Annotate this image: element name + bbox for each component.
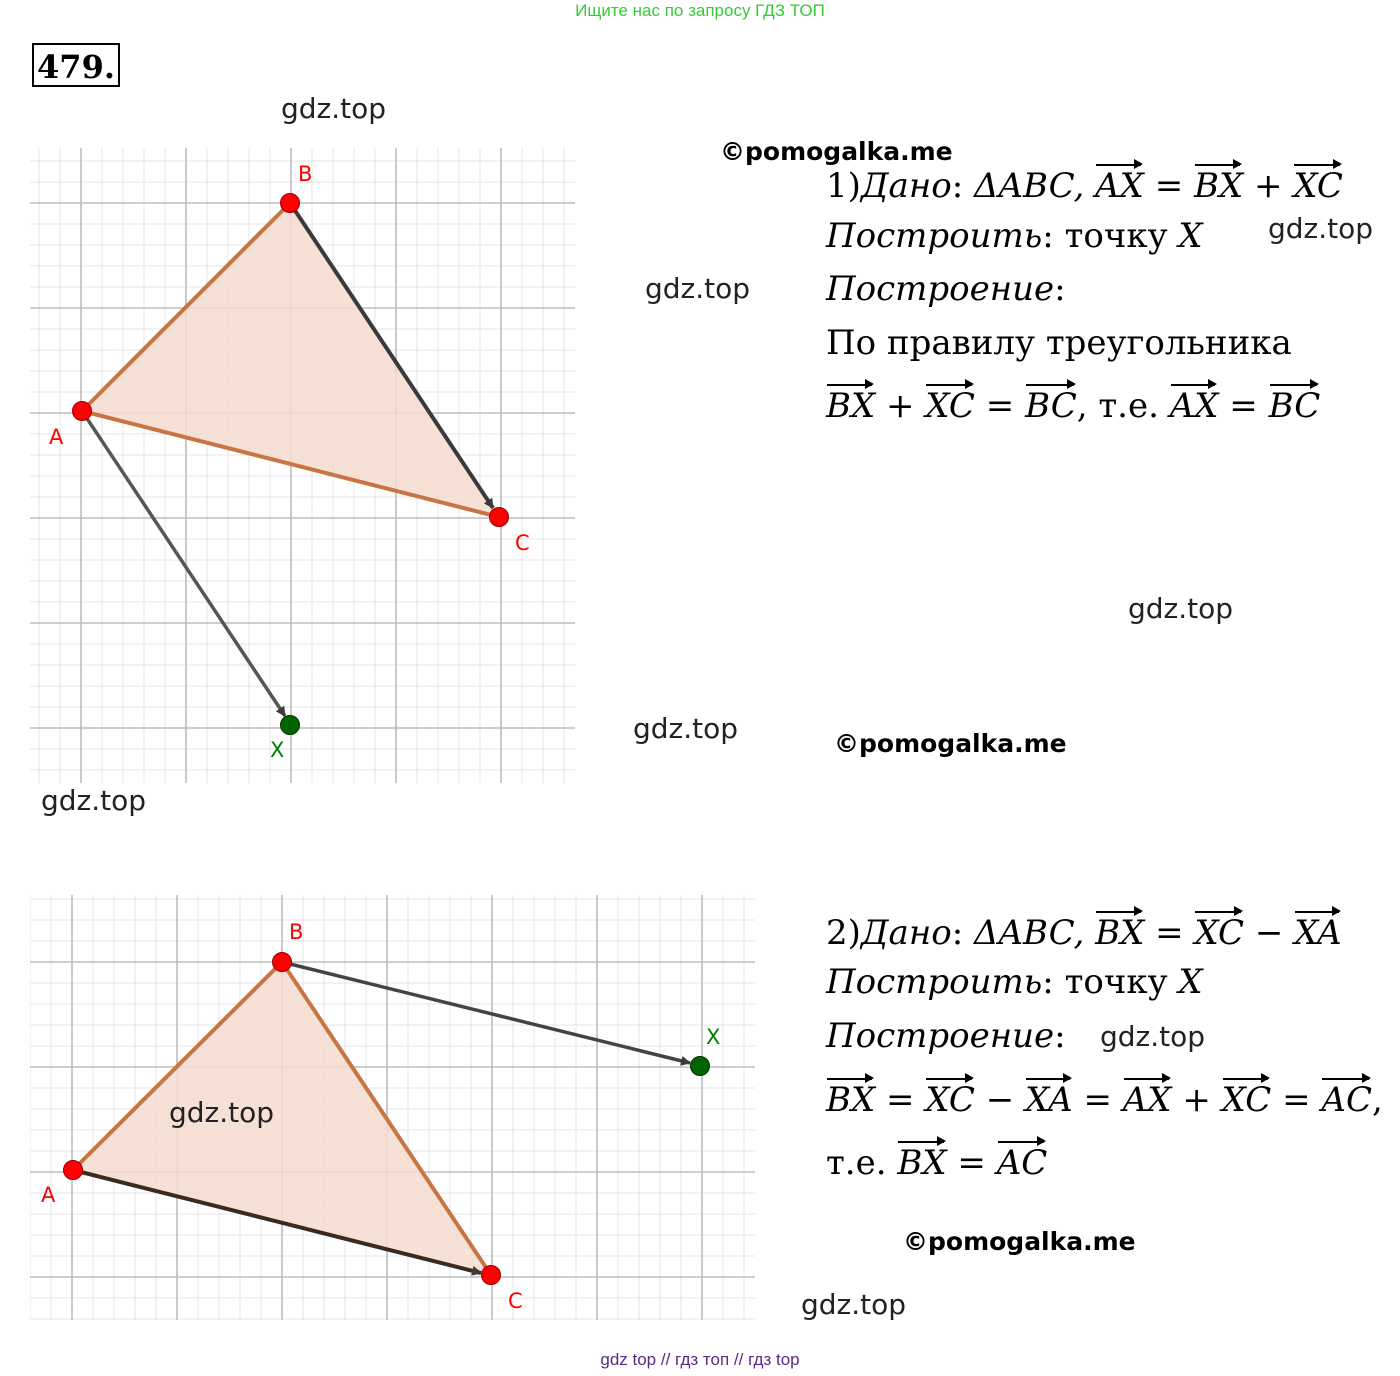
part1-construction-label: Построение [826, 269, 1055, 309]
vector-bc: BC [1025, 383, 1077, 423]
vector-xc: XC [1194, 910, 1244, 950]
operator: = [1154, 166, 1184, 206]
footer-link[interactable]: гдз top [748, 1350, 800, 1369]
part2-construct-point: X [1178, 962, 1203, 1002]
label-b-1: B [298, 162, 313, 186]
part2-construct-line: Построить: точку X [826, 962, 1203, 1002]
operator: = [957, 1143, 986, 1183]
part2-derivation-line [826, 1077, 1383, 1120]
point-a-1 [73, 402, 92, 421]
operator: = [1083, 1080, 1112, 1120]
label-b-2: B [289, 920, 304, 944]
point-b-1 [281, 194, 300, 213]
watermark-gdz: gdz.top [169, 1096, 275, 1129]
problem-number: 479. [32, 43, 120, 87]
label-x-2: X [706, 1025, 721, 1049]
figure-1 [30, 148, 580, 788]
watermark-gdz: gdz.top [645, 272, 751, 305]
operator: + [1182, 1080, 1211, 1120]
part2-result-line [826, 1140, 1048, 1183]
part1-given-line: 1)Дано: ΔABC, AX = BX + XC [826, 163, 1343, 203]
point-x-1 [281, 716, 300, 735]
watermark-gdz: gdz.top [281, 92, 387, 125]
part2-given-triangle: ΔABC, [973, 913, 1085, 953]
footer-links [0, 1350, 1400, 1370]
part2-construction-line: Построение: [826, 1016, 1066, 1056]
part2-ie: т.е. [826, 1143, 887, 1183]
figure-2 [30, 895, 760, 1325]
point-a-2 [64, 1161, 83, 1180]
operator: = [1155, 913, 1184, 953]
vector-ac: AC [1321, 1077, 1372, 1117]
part2-given-line: 2)Дано: ΔABC, BX = XC − XA [826, 910, 1342, 950]
label-c-1: C [515, 531, 530, 555]
part1-num: 1) [826, 166, 861, 206]
vector-xa: XA [1294, 910, 1342, 950]
vector-bx-2 [282, 962, 690, 1063]
vector-bc: BC [1269, 383, 1321, 423]
part2-construct-text: точку [1064, 962, 1168, 1002]
part2-construct-label: Построить [826, 962, 1043, 1002]
vector-xc: XC [1222, 1077, 1272, 1117]
vector-bx: BX [897, 1140, 946, 1180]
vector-xc: XC [925, 1077, 975, 1117]
part1-construction-line: Построение: [826, 269, 1066, 309]
footer-separator: // [660, 1350, 671, 1369]
vector-bx: BX [1095, 910, 1144, 950]
watermark-gdz: gdz.top [41, 784, 147, 817]
part2-num: 2) [826, 913, 861, 953]
point-c-2 [482, 1266, 501, 1285]
point-c-1 [490, 508, 509, 527]
part1-result-line [826, 383, 1321, 426]
watermark-pomogalka: ©pomogalka.me [834, 729, 1067, 758]
watermark-gdz: gdz.top [801, 1288, 907, 1321]
watermark-pomogalka: ©pomogalka.me [720, 137, 953, 166]
watermark-gdz: gdz.top [1100, 1020, 1206, 1053]
label-a-2: A [41, 1183, 56, 1207]
footer-link[interactable]: гдз топ [675, 1350, 730, 1369]
part1-construct-line: Построить: точку X [826, 216, 1203, 256]
top-banner: Ищите нас по запросу ГДЗ ТОП [575, 1, 825, 20]
part1-rule-text: По правилу треугольника [826, 323, 1292, 363]
part1-rule-line [826, 323, 1292, 363]
label-a-1: A [49, 425, 64, 449]
vector-ax: AX [1095, 163, 1144, 203]
vector-xa: XA [1025, 1077, 1073, 1117]
part1-construct-label: Построить [826, 216, 1043, 256]
vector-xc: XC [925, 383, 975, 423]
part1-given-label: Дано [860, 166, 952, 206]
part1-construct-point: X [1178, 216, 1203, 256]
footer-link[interactable]: gdz top [600, 1350, 657, 1369]
watermark-gdz: gdz.top [633, 712, 739, 745]
operator: = [1229, 386, 1258, 426]
operator: + [886, 386, 915, 426]
part2-construction-label: Построение [826, 1016, 1055, 1056]
vector-bx: BX [826, 1077, 875, 1117]
operator: − [1254, 913, 1284, 953]
operator: = [886, 1080, 915, 1120]
vector-ax: AX [1170, 383, 1219, 423]
watermark-gdz: gdz.top [1128, 592, 1234, 625]
operator: = [1282, 1080, 1311, 1120]
watermark-pomogalka: ©pomogalka.me [903, 1227, 1136, 1256]
comma: , [1371, 1080, 1383, 1120]
part1-ie: , т.е. [1076, 386, 1159, 426]
label-x-1: X [270, 738, 285, 762]
operator: = [985, 386, 1015, 426]
operator: − [985, 1080, 1015, 1120]
point-x-2 [691, 1057, 710, 1076]
vector-xc: XC [1293, 163, 1343, 203]
watermark-gdz: gdz.top [1268, 212, 1374, 245]
part2-given-label: Дано [860, 913, 952, 953]
point-b-2 [273, 953, 292, 972]
vector-bx: BX [826, 383, 875, 423]
footer-separator: // [733, 1350, 744, 1369]
part1-construct-text: точку [1064, 216, 1168, 256]
vector-ax: AX [1123, 1077, 1172, 1117]
operator: + [1254, 166, 1283, 206]
part1-given-triangle: ΔABC, [973, 166, 1085, 206]
vector-ac: AC [997, 1140, 1048, 1180]
vector-bx: BX [1194, 163, 1243, 203]
label-c-2: C [508, 1289, 523, 1313]
